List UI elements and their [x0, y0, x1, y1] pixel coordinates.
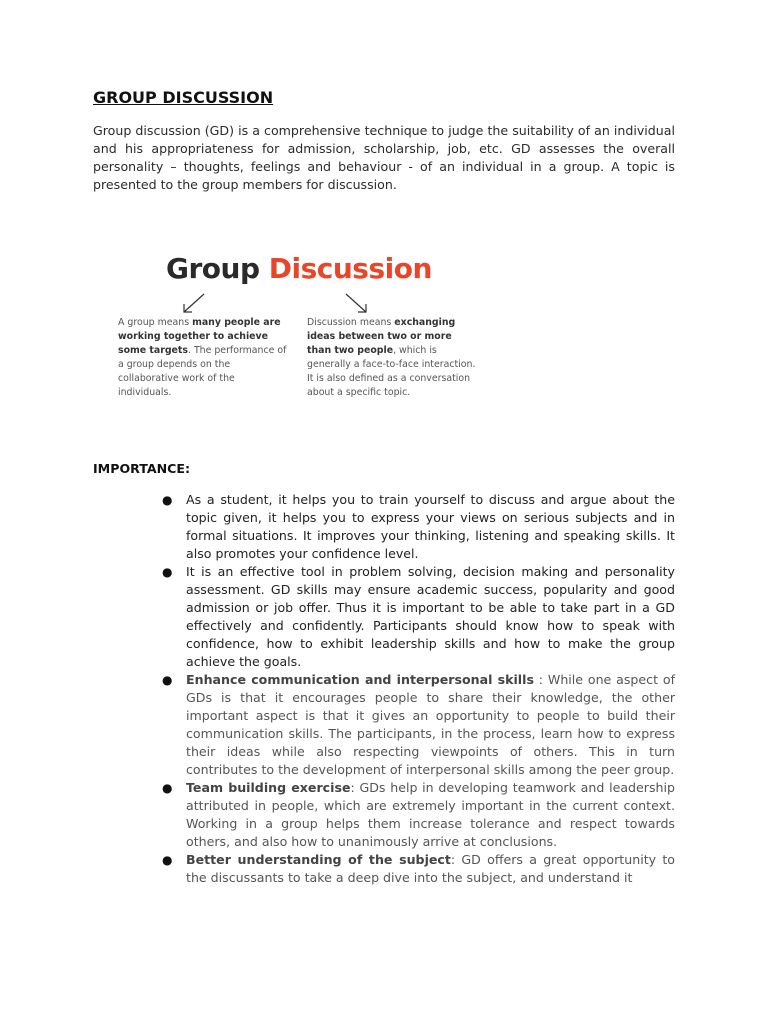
- list-item: ● It is an effective tool in problem solving, decision making and personality assessment. GD skills may ensure academic success, popularity and good admission or job offer. Thus it is important to be able to take part in a GD effectively and confidently. Participants should know how to speak with confidence, how to exhibit leadership skills and how to make the group achieve the goals.: [162, 564, 675, 669]
- list-item: ● As a student, it helps you to train yourself to discuss and argue about the topic given, it helps you to express your views on serious subjects and in formal situations. It improves your thinking, listening and speaking skills. It also promotes your confidence level.: [162, 492, 675, 561]
- bullet-icon: ●: [162, 493, 173, 507]
- bullet-icon: ●: [162, 565, 173, 579]
- bullet-icon: ●: [162, 781, 173, 795]
- importance-heading: IMPORTANCE:: [93, 461, 191, 476]
- importance-list: [162, 491, 675, 887]
- arrow-left-icon: [178, 292, 208, 316]
- figure-right-text: Discussion means exchanging ideas between two or more than two people, which is generally a face-to-face interaction. It is also defined as a conversation about a specific topic.: [307, 317, 476, 398]
- list-item: ● Better understanding of the subject: GD offers a great opportunity to the discussants to take a deep dive into the subject, and understand it: [162, 852, 675, 885]
- figure-left-text: A group means many people are working together to achieve some targets. The performance of a group depends on the collaborative work of the individuals.: [118, 317, 287, 398]
- page-title: GROUP DISCUSSION: [93, 88, 274, 107]
- bullet-icon: ●: [162, 673, 173, 687]
- figure-title-discussion: Discussion: [268, 252, 432, 285]
- bullet-icon: ●: [162, 853, 173, 867]
- list-item: ● Enhance communication and interpersonal skills : While one aspect of GDs is that it encourages people to share their knowledge, the other important aspect is that it gives an opportunity to people to build their communication skills. The participants, in the process, learn how to express their ideas while also respecting viewpoints of others. This in turn contributes to the development of interpersonal skills among the peer group.: [162, 672, 675, 777]
- figure-title-group: Group: [166, 252, 260, 285]
- intro-paragraph: Group discussion (GD) is a comprehensive technique to judge the suitability of an individual and his appropriateness for admission, scholarship, job, etc. GD assesses the overall personality – thoughts, feelings and behaviour - of an individual in a group. A topic is presented to the group members for discussion.: [93, 123, 675, 192]
- group-discussion-figure: [112, 252, 484, 402]
- figure-title: [166, 252, 432, 285]
- list-item: ● Team building exercise: GDs help in developing teamwork and leadership attributed in people, which are extremely important in the current context. Working in a group helps them increase tolerance and respect towards others, and also how to unanimously arrive at conclusions.: [162, 780, 675, 849]
- arrow-right-icon: [342, 292, 372, 316]
